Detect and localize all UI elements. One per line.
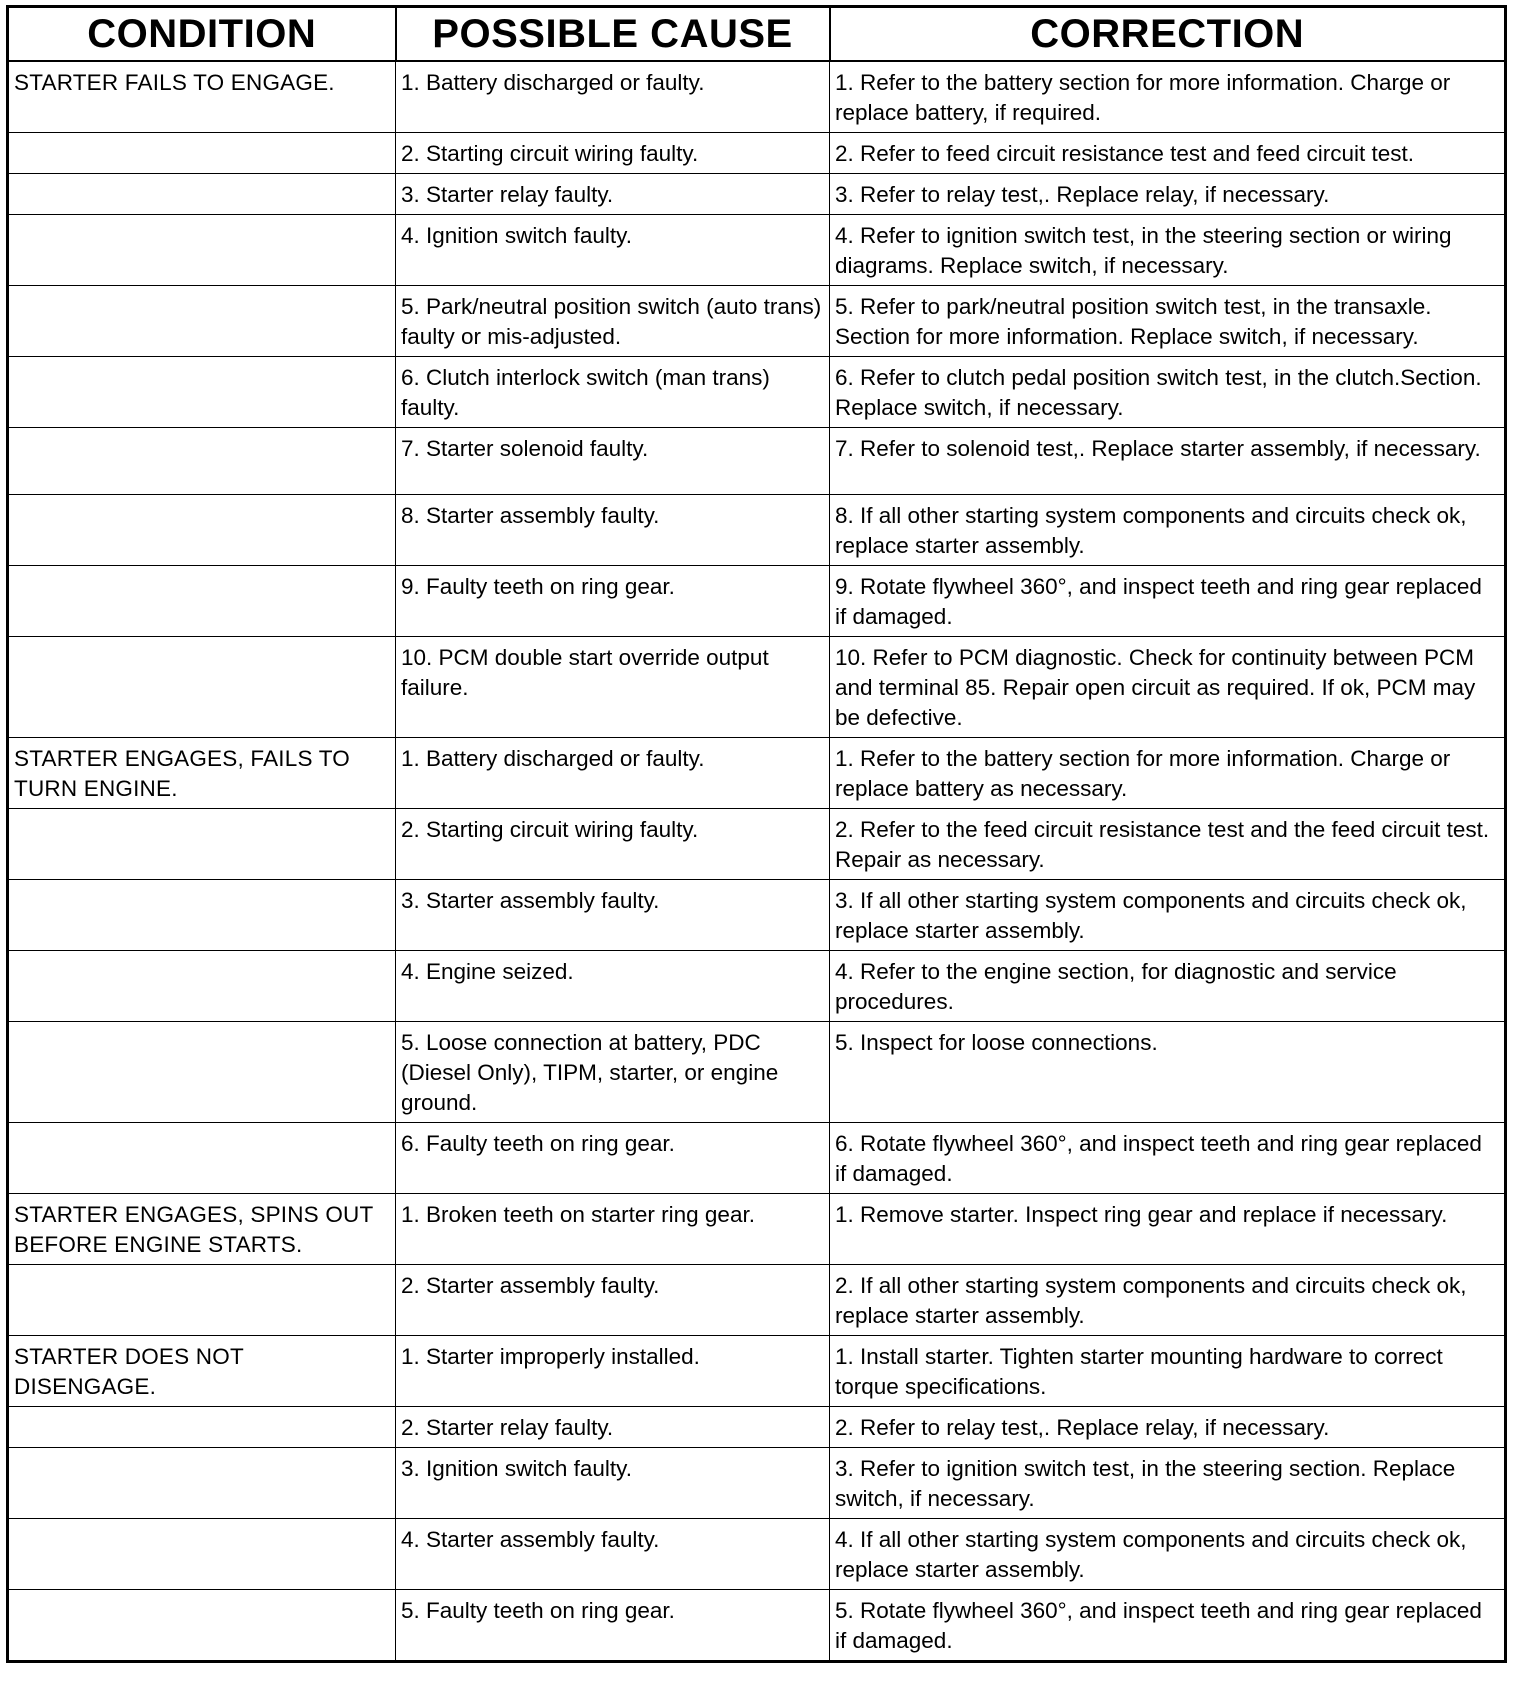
condition-cell: STARTER DOES NOT DISENGAGE. xyxy=(8,1336,396,1407)
possible-cause-cell: 9. Faulty teeth on ring gear. xyxy=(396,566,830,637)
possible-cause-cell: 1. Starter improperly installed. xyxy=(396,1336,830,1407)
correction-cell: 10. Refer to PCM diagnostic. Check for continuity between PCM and terminal 85. Repair open circuit as required. If ok, PCM may be defective. xyxy=(830,637,1506,738)
table-row xyxy=(8,133,1506,174)
possible-cause-cell: 5. Faulty teeth on ring gear. xyxy=(396,1590,830,1662)
correction-cell: 2. Refer to relay test,. Replace relay, if necessary. xyxy=(830,1407,1506,1448)
table-row xyxy=(8,357,1506,428)
condition-cell xyxy=(8,880,396,951)
correction-cell: 6. Refer to clutch pedal position switch test, in the clutch.Section. Replace switch, if necessary. xyxy=(830,357,1506,428)
correction-cell: 4. Refer to ignition switch test, in the steering section or wiring diagrams. Replace switch, if necessary. xyxy=(830,215,1506,286)
possible-cause-cell: 1. Battery discharged or faulty. xyxy=(396,738,830,809)
possible-cause-cell: 2. Starter assembly faulty. xyxy=(396,1265,830,1336)
possible-cause-cell: 5. Loose connection at battery, PDC (Diesel Only), TIPM, starter, or engine ground. xyxy=(396,1022,830,1123)
condition-cell xyxy=(8,215,396,286)
table-row xyxy=(8,566,1506,637)
table-row xyxy=(8,880,1506,951)
table-row xyxy=(8,495,1506,566)
table-row xyxy=(8,637,1506,738)
table-row xyxy=(8,1123,1506,1194)
possible-cause-cell: 2. Starter relay faulty. xyxy=(396,1407,830,1448)
table-row xyxy=(8,738,1506,809)
condition-cell xyxy=(8,566,396,637)
condition-cell xyxy=(8,1590,396,1662)
possible-cause-cell: 10. PCM double start override output failure. xyxy=(396,637,830,738)
condition-cell xyxy=(8,286,396,357)
possible-cause-cell: 5. Park/neutral position switch (auto trans) faulty or mis-adjusted. xyxy=(396,286,830,357)
condition-cell xyxy=(8,1123,396,1194)
correction-cell: 8. If all other starting system components and circuits check ok, replace starter assembly. xyxy=(830,495,1506,566)
possible-cause-cell: 4. Starter assembly faulty. xyxy=(396,1519,830,1590)
condition-cell: STARTER ENGAGES, SPINS OUT BEFORE ENGINE STARTS. xyxy=(8,1194,396,1265)
correction-cell: 5. Refer to park/neutral position switch test, in the transaxle. Section for more information. Replace switch, if necessary. xyxy=(830,286,1506,357)
table-row xyxy=(8,1407,1506,1448)
table-row xyxy=(8,1336,1506,1407)
table-row xyxy=(8,951,1506,1022)
correction-cell: 1. Refer to the battery section for more information. Charge or replace battery, if required. xyxy=(830,61,1506,133)
correction-cell: 4. Refer to the engine section, for diagnostic and service procedures. xyxy=(830,951,1506,1022)
correction-cell: 1. Refer to the battery section for more information. Charge or replace battery as necessary. xyxy=(830,738,1506,809)
correction-cell: 2. Refer to feed circuit resistance test and feed circuit test. xyxy=(830,133,1506,174)
condition-cell xyxy=(8,1448,396,1519)
correction-cell: 1. Install starter. Tighten starter mounting hardware to correct torque specifications. xyxy=(830,1336,1506,1407)
table-row xyxy=(8,428,1506,495)
table-row xyxy=(8,809,1506,880)
condition-cell: STARTER FAILS TO ENGAGE. xyxy=(8,61,396,133)
table-row xyxy=(8,286,1506,357)
possible-cause-cell: 3. Starter assembly faulty. xyxy=(396,880,830,951)
header-row xyxy=(8,7,1506,62)
condition-cell xyxy=(8,637,396,738)
condition-cell xyxy=(8,174,396,215)
condition-cell xyxy=(8,133,396,174)
possible-cause-cell: 4. Engine seized. xyxy=(396,951,830,1022)
condition-cell: STARTER ENGAGES, FAILS TO TURN ENGINE. xyxy=(8,738,396,809)
possible-cause-cell: 3. Starter relay faulty. xyxy=(396,174,830,215)
condition-cell xyxy=(8,1265,396,1336)
correction-cell: 3. Refer to relay test,. Replace relay, if necessary. xyxy=(830,174,1506,215)
possible-cause-cell: 7. Starter solenoid faulty. xyxy=(396,428,830,495)
correction-cell: 6. Rotate flywheel 360°, and inspect teeth and ring gear replaced if damaged. xyxy=(830,1123,1506,1194)
table-body xyxy=(8,61,1506,1662)
condition-cell xyxy=(8,1519,396,1590)
possible-cause-cell: 1. Battery discharged or faulty. xyxy=(396,61,830,133)
correction-cell: 1. Remove starter. Inspect ring gear and replace if necessary. xyxy=(830,1194,1506,1265)
possible-cause-cell: 1. Broken teeth on starter ring gear. xyxy=(396,1194,830,1265)
condition-cell xyxy=(8,495,396,566)
table-header xyxy=(8,7,1506,62)
condition-cell xyxy=(8,951,396,1022)
correction-cell: 3. If all other starting system components and circuits check ok, replace starter assembly. xyxy=(830,880,1506,951)
condition-cell xyxy=(8,428,396,495)
table-row xyxy=(8,215,1506,286)
header-possible-cause: POSSIBLE CAUSE xyxy=(396,7,830,62)
diagnosis-table xyxy=(6,5,1507,1663)
condition-cell xyxy=(8,357,396,428)
correction-cell: 2. If all other starting system components and circuits check ok, replace starter assembly. xyxy=(830,1265,1506,1336)
possible-cause-cell: 2. Starting circuit wiring faulty. xyxy=(396,133,830,174)
correction-cell: 9. Rotate flywheel 360°, and inspect teeth and ring gear replaced if damaged. xyxy=(830,566,1506,637)
table-row xyxy=(8,1448,1506,1519)
correction-cell: 5. Rotate flywheel 360°, and inspect teeth and ring gear replaced if damaged. xyxy=(830,1590,1506,1662)
possible-cause-cell: 3. Ignition switch faulty. xyxy=(396,1448,830,1519)
header-correction: CORRECTION xyxy=(830,7,1506,62)
possible-cause-cell: 8. Starter assembly faulty. xyxy=(396,495,830,566)
condition-cell xyxy=(8,1022,396,1123)
possible-cause-cell: 6. Faulty teeth on ring gear. xyxy=(396,1123,830,1194)
table-row xyxy=(8,1194,1506,1265)
table-row xyxy=(8,1590,1506,1662)
diagnosis-chart xyxy=(6,5,1504,1663)
table-row xyxy=(8,1022,1506,1123)
table-row xyxy=(8,174,1506,215)
table-row xyxy=(8,61,1506,133)
table-row xyxy=(8,1265,1506,1336)
possible-cause-cell: 4. Ignition switch faulty. xyxy=(396,215,830,286)
correction-cell: 3. Refer to ignition switch test, in the steering section. Replace switch, if necessary. xyxy=(830,1448,1506,1519)
possible-cause-cell: 2. Starting circuit wiring faulty. xyxy=(396,809,830,880)
table-row xyxy=(8,1519,1506,1590)
header-condition: CONDITION xyxy=(8,7,396,62)
correction-cell: 5. Inspect for loose connections. xyxy=(830,1022,1506,1123)
correction-cell: 2. Refer to the feed circuit resistance test and the feed circuit test. Repair as necessary. xyxy=(830,809,1506,880)
condition-cell xyxy=(8,809,396,880)
condition-cell xyxy=(8,1407,396,1448)
correction-cell: 7. Refer to solenoid test,. Replace starter assembly, if necessary. xyxy=(830,428,1506,495)
correction-cell: 4. If all other starting system components and circuits check ok, replace starter assembly. xyxy=(830,1519,1506,1590)
possible-cause-cell: 6. Clutch interlock switch (man trans) faulty. xyxy=(396,357,830,428)
